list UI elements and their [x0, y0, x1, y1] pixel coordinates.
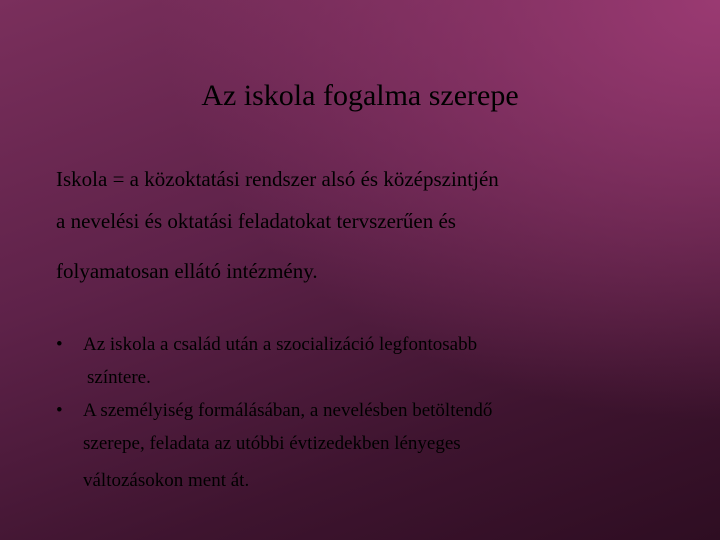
bullet-1-line-2: színtere. [87, 367, 151, 388]
bullet-dot-icon: • [56, 334, 63, 355]
bullet-2-line-2: szerepe, feladata az utóbbi évtizedekben lényeges [83, 433, 461, 454]
definition-line-2: a nevelési és oktatási feladatokat tervszerűen és [56, 209, 456, 233]
bullet-list [56, 334, 696, 494]
bullet-2-line-1: A személyiség formálásában, a nevelésben betöltendő [83, 400, 493, 421]
definition-line-3: folyamatosan ellátó intézmény. [56, 259, 318, 283]
definition-line-1-rest: = a közoktatási rendszer alsó és középszintjén [107, 167, 499, 191]
definition-line-1 [56, 168, 696, 210]
bullet-item-1 [56, 334, 696, 400]
definition-paragraph [56, 168, 696, 290]
bullet-dot-icon: • [56, 400, 63, 421]
bullet-item-2 [56, 400, 696, 494]
bullet-1-line-1: Az iskola a család után a szocializáció legfontosabb [83, 334, 478, 355]
bullet-2-line-3: változásokon ment át. [83, 470, 250, 491]
definition-term: Iskola [56, 167, 108, 191]
slide-title: Az iskola fogalma szerepe [201, 79, 519, 112]
